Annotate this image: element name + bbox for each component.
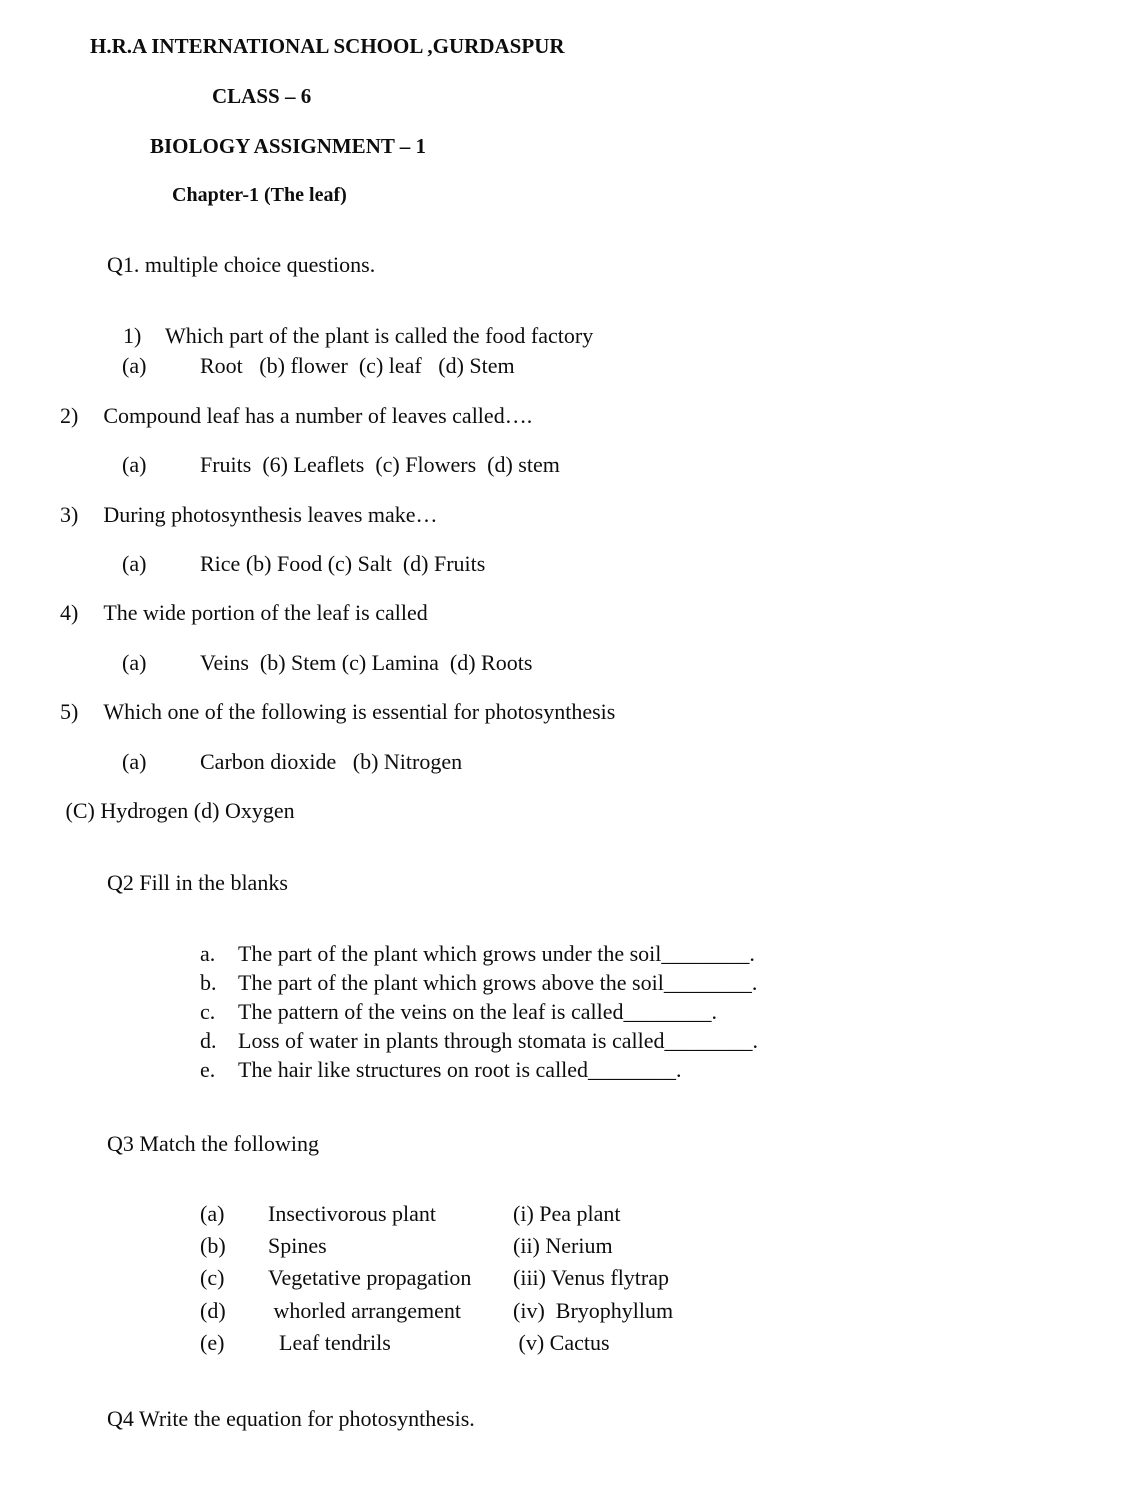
table-row: [200, 1199, 743, 1231]
q2-item-e-text: The hair like structures on root is called________.: [238, 1057, 682, 1083]
q2-item-c-marker: c.: [200, 999, 216, 1024]
q2-item-e-marker: e.: [200, 1057, 216, 1083]
q3-row-c-marker: (c): [200, 1265, 225, 1291]
list-item: [200, 968, 1083, 997]
q3-row-c-right: (iii) Venus flytrap: [513, 1265, 670, 1291]
q1-item-2-options: Fruits (6) Leaflets (c) Flowers (d) stem: [200, 452, 560, 478]
q3-row-b-left: Spines: [268, 1233, 327, 1259]
q1-item-5-stem: Which one of the following is essential for photosynthesis: [103, 699, 616, 725]
q1-item-1-options: Root (b) flower (c) leaf (d) Stem: [200, 353, 515, 378]
q1-item-3-options-marker: (a): [122, 551, 147, 576]
q1-item-5-options-continued: (C) Hydrogen (d) Oxygen: [60, 798, 295, 824]
q1-item-1-stem: Which part of the plant is called the food factory: [165, 323, 594, 349]
q4-heading-text: Q4 Write the equation for photosynthesis.: [107, 1406, 475, 1431]
q3-row-a-left: Insectivorous plant: [268, 1201, 437, 1227]
q2-item-c-text: The pattern of the veins on the leaf is called________.: [238, 999, 717, 1024]
q1-item-2-options-row: [122, 454, 1083, 476]
q2-blanks-list: [60, 939, 1083, 1084]
q3-row-e-marker: (e): [200, 1329, 225, 1355]
q1-item-1: [60, 321, 1083, 380]
table-row: [200, 1296, 743, 1328]
q1-item-3-marker: 3): [60, 501, 79, 527]
q3-row-c-left: Vegetative propagation: [268, 1265, 472, 1291]
q1-item-1-options-marker: (a): [122, 353, 147, 378]
q3-heading-text: Q3 Match the following: [107, 1130, 320, 1156]
q2-item-a-marker: a.: [200, 940, 216, 966]
q1-item-5-stem-row: [60, 701, 1083, 723]
q2-item-b-marker: b.: [200, 969, 217, 995]
q1-item-3-stem: During photosynthesis leaves make…: [103, 501, 438, 527]
q1-item-5-marker: 5): [60, 699, 79, 725]
chapter-line: Chapter-1 (The leaf): [172, 184, 347, 206]
school-title: H.R.A INTERNATIONAL SCHOOL ,GURDASPUR: [90, 34, 565, 58]
q1-heading: [60, 232, 1083, 299]
q1-heading-text: Q1. multiple choice questions.: [107, 252, 376, 278]
q1-item-4-options: Veins (b) Stem (c) Lamina (d) Roots: [200, 649, 533, 675]
list-item: [200, 939, 1083, 968]
match-the-following-table: [200, 1199, 743, 1359]
q2-item-d-text: Loss of water in plants through stomata is called________.: [238, 1028, 758, 1054]
q1-item-3-options: Rice (b) Food (c) Salt (d) Fruits: [200, 551, 486, 576]
q3-row-e-left: Leaf tendrils: [268, 1329, 391, 1355]
q1-item-1-stem-row: [123, 321, 1083, 351]
class-line: CLASS – 6: [212, 84, 312, 108]
q2-heading-text: Q2 Fill in the blanks: [107, 870, 288, 896]
table-row: [200, 1263, 743, 1295]
q1-item-3-stem-row: [60, 501, 1083, 527]
q1-item-1-options-row: [122, 351, 1083, 381]
q3-row-d-marker: (d): [200, 1297, 226, 1323]
q1-item-4-stem-row: [60, 602, 1083, 624]
q3-heading: [60, 1110, 1083, 1177]
table-row: [200, 1231, 743, 1263]
q1-item-2-options-marker: (a): [122, 452, 147, 478]
subject-line: BIOLOGY ASSIGNMENT – 1: [150, 134, 426, 158]
table-row: [200, 1328, 743, 1360]
q1-item-5-options-row: [122, 748, 1083, 774]
q1-item-2-marker: 2): [60, 402, 79, 428]
q1-item-3-options-row: [122, 553, 1083, 575]
q4-heading: [60, 1386, 1083, 1453]
q3-row-d-right: (iv) Bryophyllum: [513, 1297, 674, 1323]
q1-item-5-options: Carbon dioxide (b) Nitrogen: [200, 748, 463, 774]
q1-item-4-options-row: [122, 649, 1083, 675]
q1-item-2-stem-row: [60, 402, 1083, 428]
q1-item-4-marker: 4): [60, 600, 79, 626]
q1-item-1-marker: 1): [123, 323, 142, 349]
q1-item-4-stem: The wide portion of the leaf is called: [103, 600, 428, 626]
list-item: [200, 997, 1083, 1026]
q3-row-d-left: whorled arrangement: [268, 1297, 462, 1323]
q1-item-2-stem: Compound leaf has a number of leaves called….: [103, 402, 533, 428]
q1-item-4-options-marker: (a): [122, 649, 147, 675]
q3-row-b-marker: (b): [200, 1233, 226, 1259]
q1-item-5-options-marker: (a): [122, 748, 147, 774]
q2-item-b-text: The part of the plant which grows above the soil________.: [238, 969, 758, 995]
q3-row-a-marker: (a): [200, 1201, 225, 1227]
list-item: [200, 1055, 1083, 1084]
list-item: [200, 1026, 1083, 1055]
q2-heading: [60, 850, 1083, 917]
q3-row-e-right: (v) Cactus: [513, 1329, 610, 1355]
q2-item-d-marker: d.: [200, 1028, 217, 1054]
q3-row-a-right: (i) Pea plant: [513, 1201, 621, 1227]
q2-item-a-text: The part of the plant which grows under the soil________.: [238, 940, 755, 966]
q3-row-b-right: (ii) Nerium: [513, 1233, 613, 1259]
